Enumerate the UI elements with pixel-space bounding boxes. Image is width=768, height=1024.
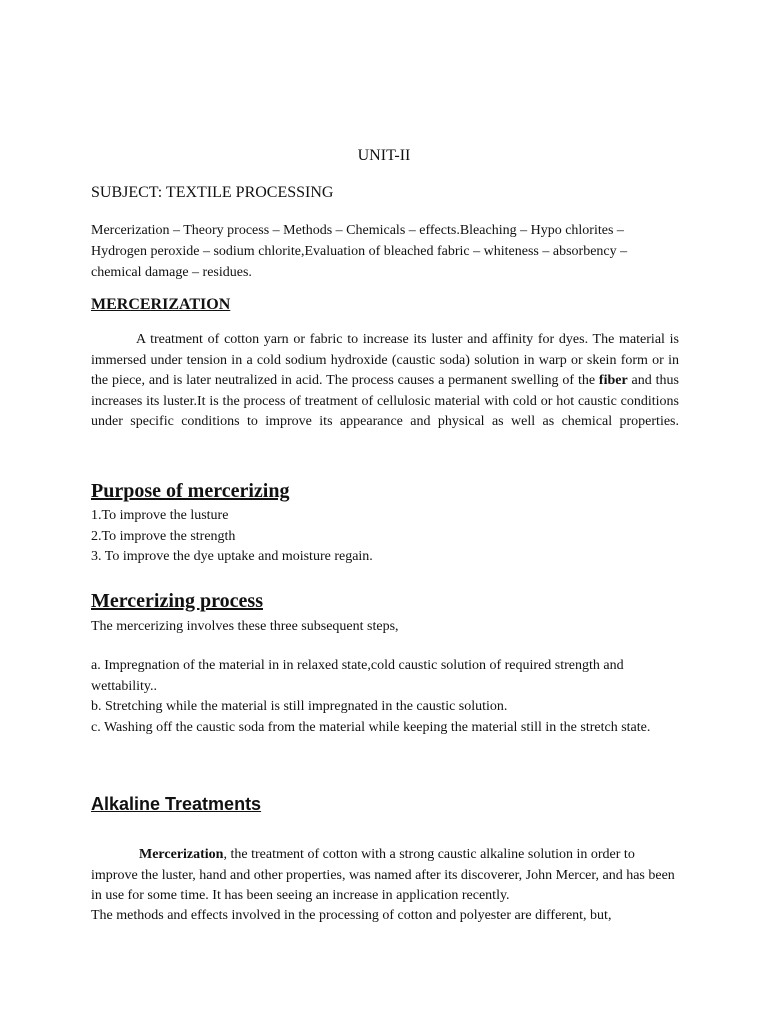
subject-heading: SUBJECT: TEXTILE PROCESSING	[91, 184, 334, 201]
alkaline-paragraph	[91, 845, 681, 907]
mercerization-text-part: and thus increases its luster.It is the process of treatment of cellulosic material with cold or hot caustic conditions under specific conditions to improve its appearance and physical as well as chemical properties.	[91, 373, 679, 429]
purpose-list	[91, 506, 373, 568]
syllabus-line: Hydrogen peroxide – sodium chlorite,Evaluation of bleached fabric – whiteness – absorbency –	[91, 244, 628, 259]
alkaline-text-part: , the treatment of cotton with a strong caustic alkaline solution in order to improve the luster, hand and other properties, was named after its discoverer, John Mercer, and has been in use for some time. It has been seeing an increase in application recently.	[91, 847, 675, 903]
process-step-a: a. Impregnation of the material in in relaxed state,cold caustic solution of required strength and wettability..	[91, 658, 624, 694]
process-step-b: b. Stretching while the material is still impregnated in the caustic solution.	[91, 699, 508, 714]
alkaline-last-line: The methods and effects involved in the processing of cotton and polyester are different, but,	[91, 908, 612, 923]
fiber-bold-word: fiber	[598, 373, 628, 388]
list-item: 3. To improve the dye uptake and moisture regain.	[91, 549, 373, 564]
syllabus-text	[91, 220, 691, 283]
syllabus-line: Mercerization – Theory process – Methods – Chemicals – effects.Bleaching – Hypo chlorites –	[91, 223, 624, 238]
list-item: 1.To improve the lusture	[91, 508, 229, 523]
mercerization-text-part: A treatment of cotton yarn or fabric to increase its luster and affinity for dyes. The material is immersed under tension in a cold sodium hydroxide (caustic soda) solution in warp or skein form or in the piece, and is later neutralized in acid. The process causes a permanent swelling of the	[91, 332, 679, 388]
process-heading: Mercerizing process	[91, 590, 263, 612]
purpose-heading: Purpose of mercerizing	[91, 480, 290, 502]
unit-title: UNIT-II	[357, 147, 411, 164]
mercerization-heading: MERCERIZATION	[91, 296, 231, 313]
mercerization-paragraph	[91, 330, 679, 433]
mercerization-bold-lead: Mercerization	[139, 847, 224, 862]
process-intro: The mercerizing involves these three subsequent steps,	[91, 619, 399, 634]
alkaline-heading: Alkaline Treatments	[91, 794, 262, 814]
syllabus-line: chemical damage – residues.	[91, 265, 252, 280]
list-item: 2.To improve the strength	[91, 528, 236, 544]
process-step-c: c. Washing off the caustic soda from the material while keeping the material still in the stretch state.	[91, 720, 651, 735]
